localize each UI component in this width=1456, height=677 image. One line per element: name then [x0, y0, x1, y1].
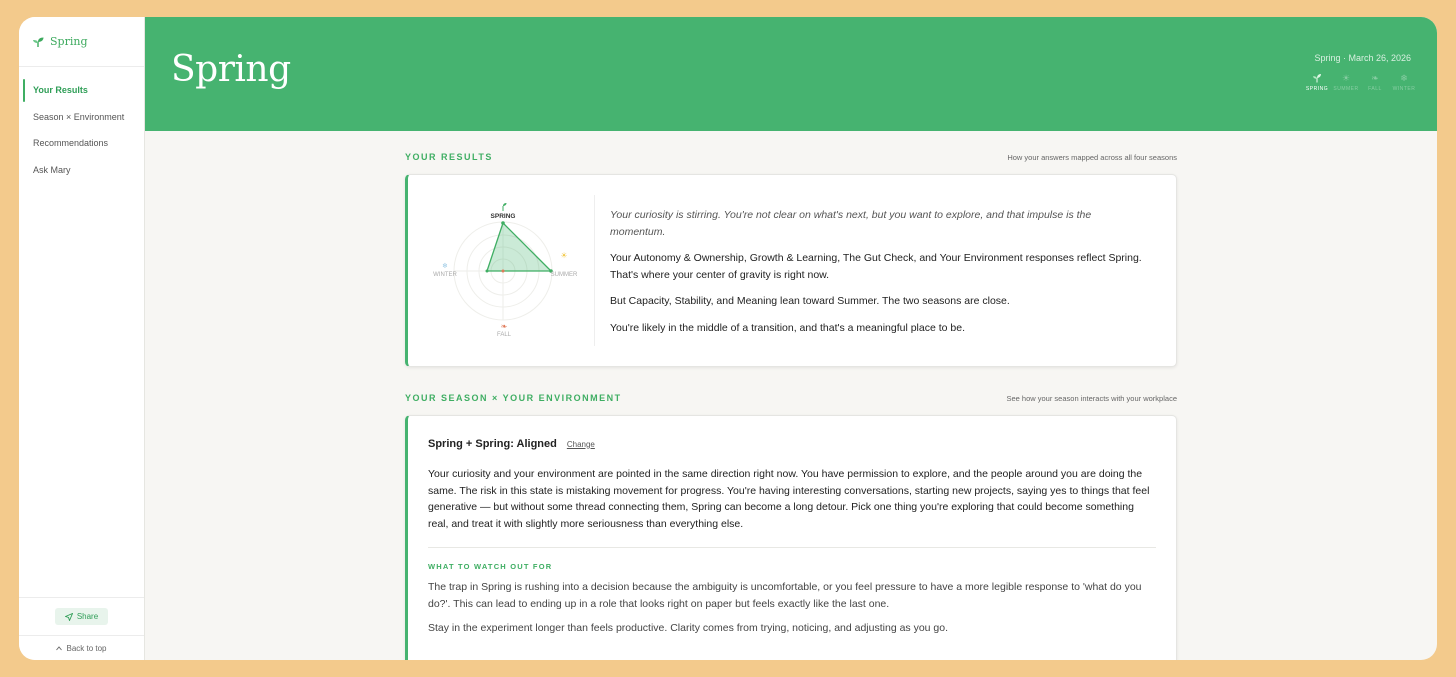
page-title: Spring [171, 49, 291, 90]
sidebar-nav [19, 67, 144, 183]
sun-icon: ☀ [560, 251, 568, 260]
season-label: SPRING [1305, 86, 1329, 92]
section-note: See how your season interacts with your workplace [1006, 393, 1177, 403]
sidebar-item-season-environment[interactable]: Season × Environment [33, 111, 125, 122]
section-note: How your answers mapped across all four seasons [1007, 152, 1177, 162]
sidebar [19, 17, 145, 660]
season-fall [1364, 73, 1386, 92]
season-indicator [1306, 73, 1415, 92]
divider [428, 547, 1156, 548]
snowflake-icon: ❄ [1400, 73, 1408, 83]
sidebar-item-your-results[interactable]: Your Results [19, 77, 144, 104]
watch-out-body [428, 579, 1156, 637]
snowflake-icon: ❄ [442, 262, 448, 270]
back-to-top-label: Back to top [66, 643, 107, 653]
radar-label-winter: WINTER [433, 272, 457, 278]
main-content [145, 17, 1437, 660]
results-section [405, 148, 1177, 367]
results-card [405, 174, 1177, 367]
results-paragraph: You're likely in the middle of a transition, and that's a meaningful place to be. [610, 321, 966, 334]
season-summer [1335, 73, 1357, 92]
radar-label-spring: SPRING [490, 213, 516, 220]
sidebar-footer [19, 597, 144, 660]
season-label: SUMMER [1333, 86, 1359, 92]
share-label: Share [76, 612, 99, 621]
section-title: YOUR SEASON × YOUR ENVIRONMENT [405, 393, 622, 403]
brand-name: Spring [50, 35, 88, 48]
season-winter [1393, 73, 1415, 92]
results-paragraph: But Capacity, Stability, and Meaning lean toward Summer. The two seasons are close. [610, 295, 1010, 307]
results-lead: Your curiosity is stirring. You're not clear on what's next, but you want to explore, and that impulse is the momentum. [610, 209, 1092, 238]
results-summary [595, 175, 1176, 366]
environment-card-title: Spring + Spring: Aligned [428, 438, 557, 450]
environment-card-header [428, 438, 1156, 450]
season-radar-chart [408, 195, 595, 346]
section-header [405, 389, 1177, 407]
share-area [19, 597, 144, 635]
results-content [405, 131, 1177, 660]
watch-out-title: WHAT TO WATCH OUT FOR [428, 562, 553, 571]
watch-out-paragraph: The trap in Spring is rushing into a decision because the ambiguity is uncomfortable, or you feel pressure to have a more legible response to 'what do you do?'. This can lead to ending up in a role that looks right on paper but feels exactly like the last one. [428, 581, 1142, 610]
sprout-icon [31, 36, 45, 48]
back-to-top-link[interactable] [19, 635, 144, 660]
leaf-icon: ❧ [1371, 73, 1379, 83]
sun-icon: ☀ [1341, 73, 1351, 83]
season-label: WINTER [1392, 86, 1416, 92]
radar-label-summer: SUMMER [550, 272, 578, 278]
chevron-up-icon [56, 646, 62, 651]
result-date: Spring · March 26, 2026 [1314, 53, 1411, 63]
season-score-area [487, 223, 551, 271]
environment-card [405, 415, 1177, 660]
season-label: FALL [1368, 86, 1382, 92]
radar-label-fall: FALL [496, 332, 512, 338]
hero-banner [145, 17, 1437, 131]
leaf-icon: ❧ [500, 322, 508, 331]
section-header [405, 148, 1177, 166]
sprout-icon [503, 203, 507, 211]
watch-out-paragraph: Stay in the experiment longer than feels productive. Clarity comes from trying, noticing, and adjusting as you go. [428, 622, 949, 634]
radar-svg [408, 175, 595, 368]
sidebar-item-ask-mary[interactable]: Ask Mary [33, 164, 71, 175]
brand[interactable] [19, 17, 144, 67]
section-title: YOUR RESULTS [405, 152, 493, 162]
share-button[interactable] [55, 608, 108, 625]
environment-description: Your curiosity and your environment are pointed in the same direction right now. You have permission to explore, and the people around you are doing the same. The risk in this state is mistaking movement for progress. You're having interesting conversations, starting new projects, saying yes to things that feel generative — but without some thread connecting them, Spring can become a long detour. Pick one thing you're exploring that could become something real, and treat it with slightly more seriousness than everything else. [428, 468, 1150, 530]
sprout-icon [1312, 73, 1322, 86]
environment-section [405, 389, 1177, 660]
sidebar-item-recommendations[interactable]: Recommendations [33, 138, 109, 149]
season-spring [1306, 73, 1328, 92]
results-paragraph: Your Autonomy & Ownership, Growth & Learning, The Gut Check, and Your Environment responses reflect Spring. That's where your center of gravity is right now. [610, 252, 1142, 281]
change-link[interactable]: Change [566, 439, 595, 449]
app-window [19, 17, 1437, 660]
send-icon [65, 613, 73, 621]
